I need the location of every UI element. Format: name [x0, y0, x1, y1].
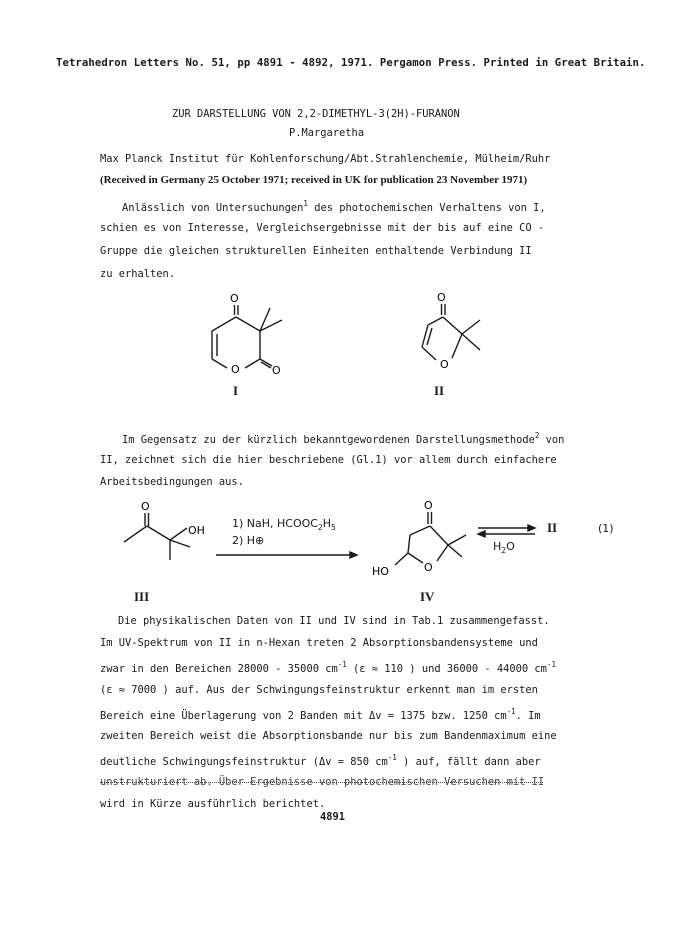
- atom-O-II-ketone: O: [437, 291, 446, 304]
- structures-figure: [0, 280, 680, 410]
- para2-line2: II, zeichnet sich die hier beschriebene (Gl.1) vor allem durch einfachere: [100, 454, 557, 466]
- label-compound-III: III: [134, 589, 150, 604]
- structure-II: [422, 304, 480, 360]
- water-label: $H_2O$: [493, 540, 515, 556]
- article-title: ZUR DARSTELLUNG VON 2,2-DIMETHYL-3(2H)-FURANON: [172, 108, 460, 120]
- para3-line9: wird in Kürze ausführlich berichtet.: [100, 798, 326, 810]
- article-affiliation: Max Planck Institut für Kohlenforschung/Abt.Strahlenchemie, Mülheim/Ruhr: [100, 153, 551, 165]
- atom-HO-IV: HO: [372, 565, 389, 578]
- atom-O-II-ring: O: [440, 358, 449, 371]
- para1-line4: zu erhalten.: [100, 268, 176, 280]
- para1-line2: schien es von Interesse, Vergleichsergebnisse mit der bis auf eine CO -: [100, 222, 545, 234]
- atom-O-IV-ring: O: [424, 561, 433, 574]
- reaction-condition-2: 2) H⊕: [232, 534, 265, 547]
- para2-line1: Im Gegensatz zu der kürzlich bekanntgewordenen Darstellungsmethode$^2$ von: [122, 431, 565, 446]
- atom-O-IV-ketone: O: [424, 499, 433, 512]
- atom-O-III: O: [141, 500, 150, 513]
- para3-line6: zweiten Bereich weist die Absorptionsbande nur bis zum Bandenmaximum eine: [100, 730, 557, 742]
- atom-OH-III: OH: [188, 524, 205, 537]
- para3-line5: Bereich eine Überlagerung von 2 Banden mit Δv = 1375 bzw. 1250 $cm^{-1}$. Im: [100, 707, 541, 722]
- para3-line7: deutliche Schwingungsfeinstruktur (Δv = 850 $cm^{-1}$ ) auf, fällt dann aber: [100, 753, 541, 768]
- para2-line3: Arbeitsbedingungen aus.: [100, 476, 244, 488]
- label-compound-II: II: [434, 383, 445, 398]
- para3-line1: Die physikalischen Daten von II und IV sind in Tab.1 zusammengefasst.: [118, 615, 550, 627]
- para1-line1: Anlässlich von Untersuchungen$^1$ des photochemischen Verhaltens von I,: [122, 199, 546, 214]
- received-dates: (Received in Germany 25 October 1971; received in UK for publication 23 November 1971): [100, 174, 528, 186]
- label-compound-I: I: [233, 383, 239, 398]
- para3-line2: Im UV-Spektrum von II in n-Hexan treten 2 Absorptionsbandensysteme und: [100, 637, 538, 649]
- atom-O-I-carbonyl: O: [272, 364, 281, 377]
- structure-IV: [395, 512, 466, 565]
- para3-line3: zwar in den Bereichen 28000 - 35000 $cm^{-1}$ (ε ≈ 110 ) und 36000 - 44000 $cm^{-1}$: [100, 660, 556, 675]
- structure-III: [124, 513, 190, 560]
- atom-O-I-ring: O: [231, 363, 240, 376]
- para1-line3: Gruppe die gleichen strukturellen Einheiten enthaltende Verbindung II: [100, 245, 532, 257]
- reaction-scheme: [0, 495, 680, 585]
- atom-O-I-ketone: O: [230, 292, 239, 305]
- journal-header: Tetrahedron Letters No. 51, pp 4891 - 4892, 1971. Pergamon Press. Printed in Great Britain.: [56, 57, 646, 69]
- page-number: 4891: [320, 811, 346, 823]
- label-compound-IV: IV: [420, 589, 435, 604]
- article-author: P.Margaretha: [289, 127, 365, 139]
- para3-line8: unstrukturiert ab. Über Ergebnisse von photochemischen Versuchen mit II: [100, 776, 545, 788]
- structure-I: [212, 305, 282, 368]
- reaction-product-II: II: [547, 520, 558, 535]
- reaction-condition-1: 1) NaH, $HCOOC_2H_5$: [232, 517, 336, 533]
- equation-number: (1): [598, 522, 614, 535]
- para3-line4: (ε ≈ 7000 ) auf. Aus der Schwingungsfeinstruktur erkennt man im ersten: [100, 684, 538, 696]
